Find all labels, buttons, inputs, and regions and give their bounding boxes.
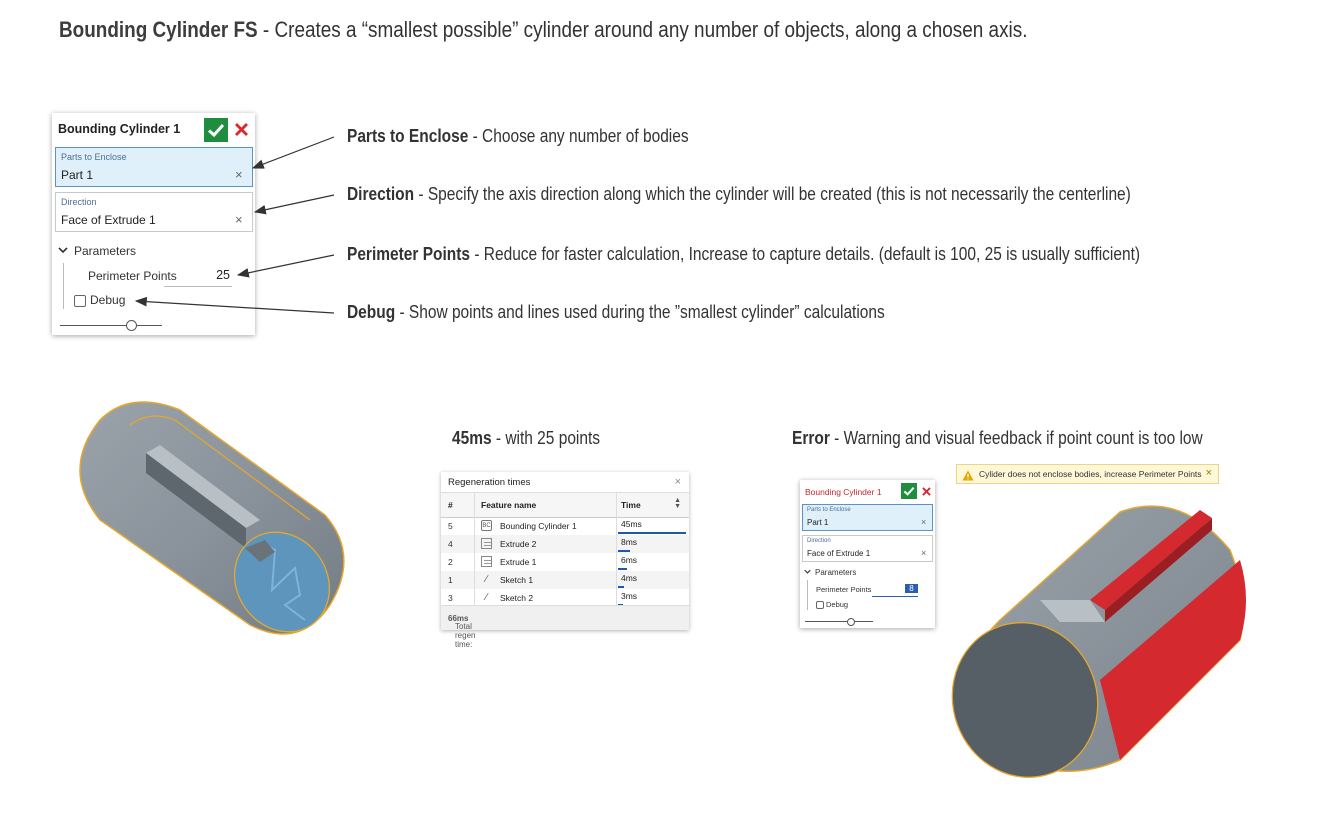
table-header xyxy=(441,492,689,518)
field-value: Part 1 xyxy=(807,518,829,527)
cancel-button[interactable] xyxy=(921,486,932,497)
cancel-button[interactable] xyxy=(233,121,250,138)
field-value: Face of Extrude 1 xyxy=(807,549,871,558)
table-row[interactable] xyxy=(441,517,689,535)
group-indent-line xyxy=(63,263,64,309)
chevron-down-icon xyxy=(804,568,811,575)
page-title: Bounding Cylinder FS - Creates a “smallest possible” cylinder around any number of objects, along a chosen axis. xyxy=(59,17,1028,42)
regeneration-times-panel xyxy=(441,472,689,649)
feature-name: Extrude 1 xyxy=(500,557,537,567)
panel-title: Regeneration times xyxy=(448,477,531,488)
row-number: 5 xyxy=(448,521,453,531)
slider-track[interactable] xyxy=(60,325,162,326)
feature-dialog xyxy=(52,113,255,335)
warning-text: Cylider does not enclose bodies, increase Perimeter Points xyxy=(979,469,1202,479)
close-icon xyxy=(921,486,932,497)
chevron-down-icon xyxy=(58,245,68,255)
annotation-direction: Direction - Specify the axis direction along which the cylinder will be created (this is not necessarily the centerline) xyxy=(347,184,1131,204)
feature-name: Sketch 2 xyxy=(500,593,534,603)
error-feature-dialog xyxy=(800,480,935,628)
feature-name: Bounding Cylinder 1 xyxy=(500,521,577,531)
direction-field[interactable] xyxy=(55,192,253,232)
parameters-group-toggle[interactable] xyxy=(58,244,136,258)
parts-to-enclose-field[interactable] xyxy=(802,504,933,531)
sort-icon[interactable]: ▲ ▼ xyxy=(674,497,681,510)
clear-selection-icon[interactable]: × xyxy=(235,212,243,227)
annotation-debug: Debug - Show points and lines used during the ”smallest cylinder” calculations xyxy=(347,302,885,322)
annotation-perimeter: Perimeter Points - Reduce for faster calculation, Increase to capture details. (default is 100, 25 is usually sufficient) xyxy=(347,244,1141,264)
feature-name: Extrude 2 xyxy=(500,539,537,549)
debug-label: Debug xyxy=(826,600,849,609)
table-row[interactable] xyxy=(441,535,689,553)
regen-time: 6ms xyxy=(621,555,638,565)
perimeter-points-input[interactable]: 8 xyxy=(905,584,918,593)
time-bar xyxy=(618,568,627,570)
clear-selection-icon[interactable]: × xyxy=(921,548,927,558)
slider-handle[interactable] xyxy=(847,618,855,626)
column-header-num[interactable]: # xyxy=(448,500,453,510)
debug-label: Debug xyxy=(90,293,126,307)
perimeter-points-label: Perimeter Points xyxy=(88,269,177,283)
bounding-cylinder-icon: BC xyxy=(481,520,492,531)
time-bar xyxy=(618,550,630,552)
perimeter-points-input[interactable]: 25 xyxy=(216,268,230,282)
column-header-feature[interactable]: Feature name xyxy=(481,500,537,510)
slider-handle[interactable] xyxy=(126,320,137,331)
row-number: 1 xyxy=(448,575,453,585)
clear-selection-icon[interactable]: × xyxy=(235,167,243,182)
debug-checkbox[interactable] xyxy=(816,600,848,609)
direction-field[interactable] xyxy=(802,535,933,562)
extrude-icon xyxy=(481,538,492,549)
time-bar xyxy=(618,532,686,534)
error-cylinder-model xyxy=(940,490,1260,780)
field-label: Parts to Enclose xyxy=(807,507,851,513)
table-row[interactable] xyxy=(441,571,689,589)
accept-button[interactable] xyxy=(901,483,917,499)
close-icon xyxy=(233,121,250,138)
column-header-time[interactable]: Time xyxy=(621,500,641,510)
input-underline xyxy=(164,286,232,287)
feature-name: Sketch 1 xyxy=(500,575,534,585)
timing-caption: 45ms - with 25 points xyxy=(452,428,601,448)
row-number: 3 xyxy=(448,593,453,603)
warning-banner xyxy=(956,464,1219,484)
regen-time: 3ms xyxy=(621,591,638,601)
regen-time: 4ms xyxy=(621,573,638,583)
field-label: Direction xyxy=(61,197,97,207)
perimeter-points-label: Perimeter Points xyxy=(816,585,872,594)
field-label: Direction xyxy=(807,538,831,544)
table-footer xyxy=(441,605,689,649)
accept-button[interactable] xyxy=(204,118,228,142)
dialog-title: Bounding Cylinder 1 xyxy=(805,487,882,497)
row-number: 4 xyxy=(448,539,453,549)
debug-checkbox[interactable] xyxy=(74,293,125,307)
group-indent-line xyxy=(807,580,808,610)
close-icon[interactable]: × xyxy=(674,476,681,488)
field-label: Parts to Enclose xyxy=(61,152,127,162)
table-row[interactable] xyxy=(441,553,689,571)
regen-time: 45ms xyxy=(621,519,642,529)
parts-to-enclose-field[interactable] xyxy=(55,147,253,187)
time-bar xyxy=(618,586,624,588)
input-underline xyxy=(872,596,918,597)
annotation-parts: Parts to Enclose - Choose any number of bodies xyxy=(347,126,689,146)
slider-track[interactable] xyxy=(805,621,873,622)
total-regen-time: Total regen time: 66ms xyxy=(448,614,476,649)
row-number: 2 xyxy=(448,557,453,567)
dismiss-warning-icon[interactable]: × xyxy=(1205,467,1212,479)
warning-icon xyxy=(962,468,974,486)
sketch-icon: ∕ xyxy=(485,592,488,603)
checkmark-icon xyxy=(901,483,917,499)
error-caption: Error - Warning and visual feedback if point count is too low xyxy=(792,428,1203,448)
parameters-group-toggle[interactable] xyxy=(804,568,856,577)
bounding-cylinder-model xyxy=(60,390,360,650)
sketch-icon: ∕ xyxy=(485,574,488,585)
dialog-title: Bounding Cylinder 1 xyxy=(58,122,181,136)
field-value: Face of Extrude 1 xyxy=(61,213,156,227)
clear-selection-icon[interactable]: × xyxy=(921,517,927,527)
checkmark-icon xyxy=(204,118,228,142)
regen-time: 8ms xyxy=(621,537,638,547)
parameters-label: Parameters xyxy=(74,244,137,258)
parameters-label: Parameters xyxy=(815,568,857,577)
field-value: Part 1 xyxy=(61,168,94,182)
extrude-icon xyxy=(481,556,492,567)
